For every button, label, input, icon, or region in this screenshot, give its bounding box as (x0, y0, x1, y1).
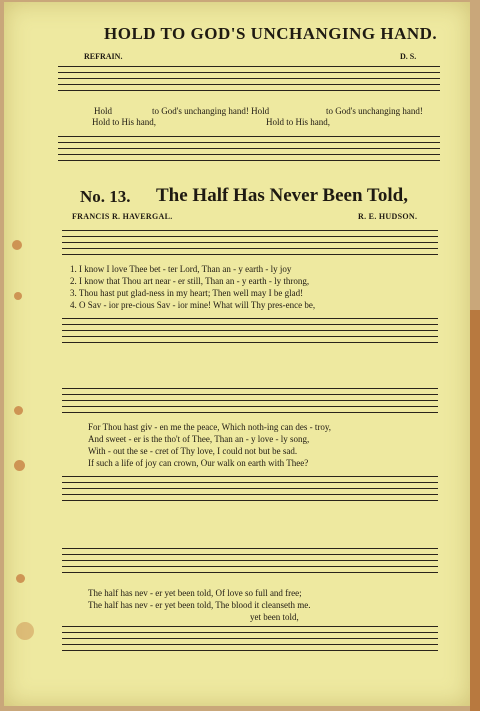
ds-label: D. S. (400, 52, 417, 61)
page-edge (470, 310, 480, 711)
staff-sys3-treble (62, 548, 438, 572)
staff-hymn1-bass (58, 136, 440, 160)
chorus-line-1: The half has nev - er yet been told, Of love so full and free; (88, 588, 302, 598)
stain-mark (16, 574, 25, 583)
hymn1-title: HOLD TO GOD'S UNCHANGING HAND. (104, 24, 438, 43)
staff-sys1-bass (62, 318, 438, 342)
hymn2-composer: R. E. HUDSON. (358, 212, 418, 221)
hymn1-lyric-line2-a: Hold to His hand, (92, 117, 156, 127)
staff-sys1-treble (62, 230, 438, 254)
staff-hymn1-treble (58, 66, 440, 90)
stain-mark (14, 406, 23, 415)
hymn1-lyric-line1-a: Hold (94, 106, 112, 116)
staff-sys3-bass (62, 626, 438, 650)
verse2-line-4: If such a life of joy can crown, Our walk on earth with Thee? (88, 458, 309, 468)
chorus-line-2: The half has nev - er yet been told, The blood it cleanseth me. (88, 600, 311, 610)
verse2-line-2: And sweet - er is the tho't of Thee, Than an - y love - ly song, (88, 434, 310, 444)
stain-mark (14, 460, 25, 471)
hymn2-title: The Half Has Never Been Told, (156, 185, 408, 206)
hymn2-author: FRANCIS R. HAVERGAL. (72, 212, 173, 221)
stain-mark (12, 240, 22, 250)
verse-line-3: 3. Thou hast put glad-ness in my heart; Then well may I be glad! (70, 288, 304, 298)
stain-mark (16, 622, 34, 640)
staff-sys2-treble (62, 388, 438, 412)
verse-line-2: 2. I know that Thou art near - er still, Than an - y earth - ly throng, (70, 276, 310, 286)
verse2-line-1: For Thou hast giv - en me the peace, Which noth-ing can des - troy, (88, 422, 332, 432)
hymn2-number: No. 13. (80, 187, 131, 206)
hymn1-lyric-line1-b: to God's unchanging hand! Hold (152, 106, 270, 116)
stain-mark (14, 292, 22, 300)
chorus-line-3: yet been told, (250, 612, 299, 622)
hymn1-lyric-line2-b: Hold to His hand, (266, 117, 330, 127)
hymnal-page (4, 2, 470, 706)
verse-line-1: 1. I know I love Thee bet - ter Lord, Than an - y earth - ly joy (70, 264, 292, 274)
staff-sys2-bass (62, 476, 438, 500)
verse-line-4: 4. O Sav - ior pre-cious Sav - ior mine! What will Thy pres-ence be, (70, 300, 316, 310)
hymn1-lyric-line1-c: to God's unchanging hand! (326, 106, 423, 116)
refrain-label: REFRAIN. (84, 52, 123, 61)
verse2-line-3: With - out the se - cret of Thy love, I could not but be sad. (88, 446, 298, 456)
